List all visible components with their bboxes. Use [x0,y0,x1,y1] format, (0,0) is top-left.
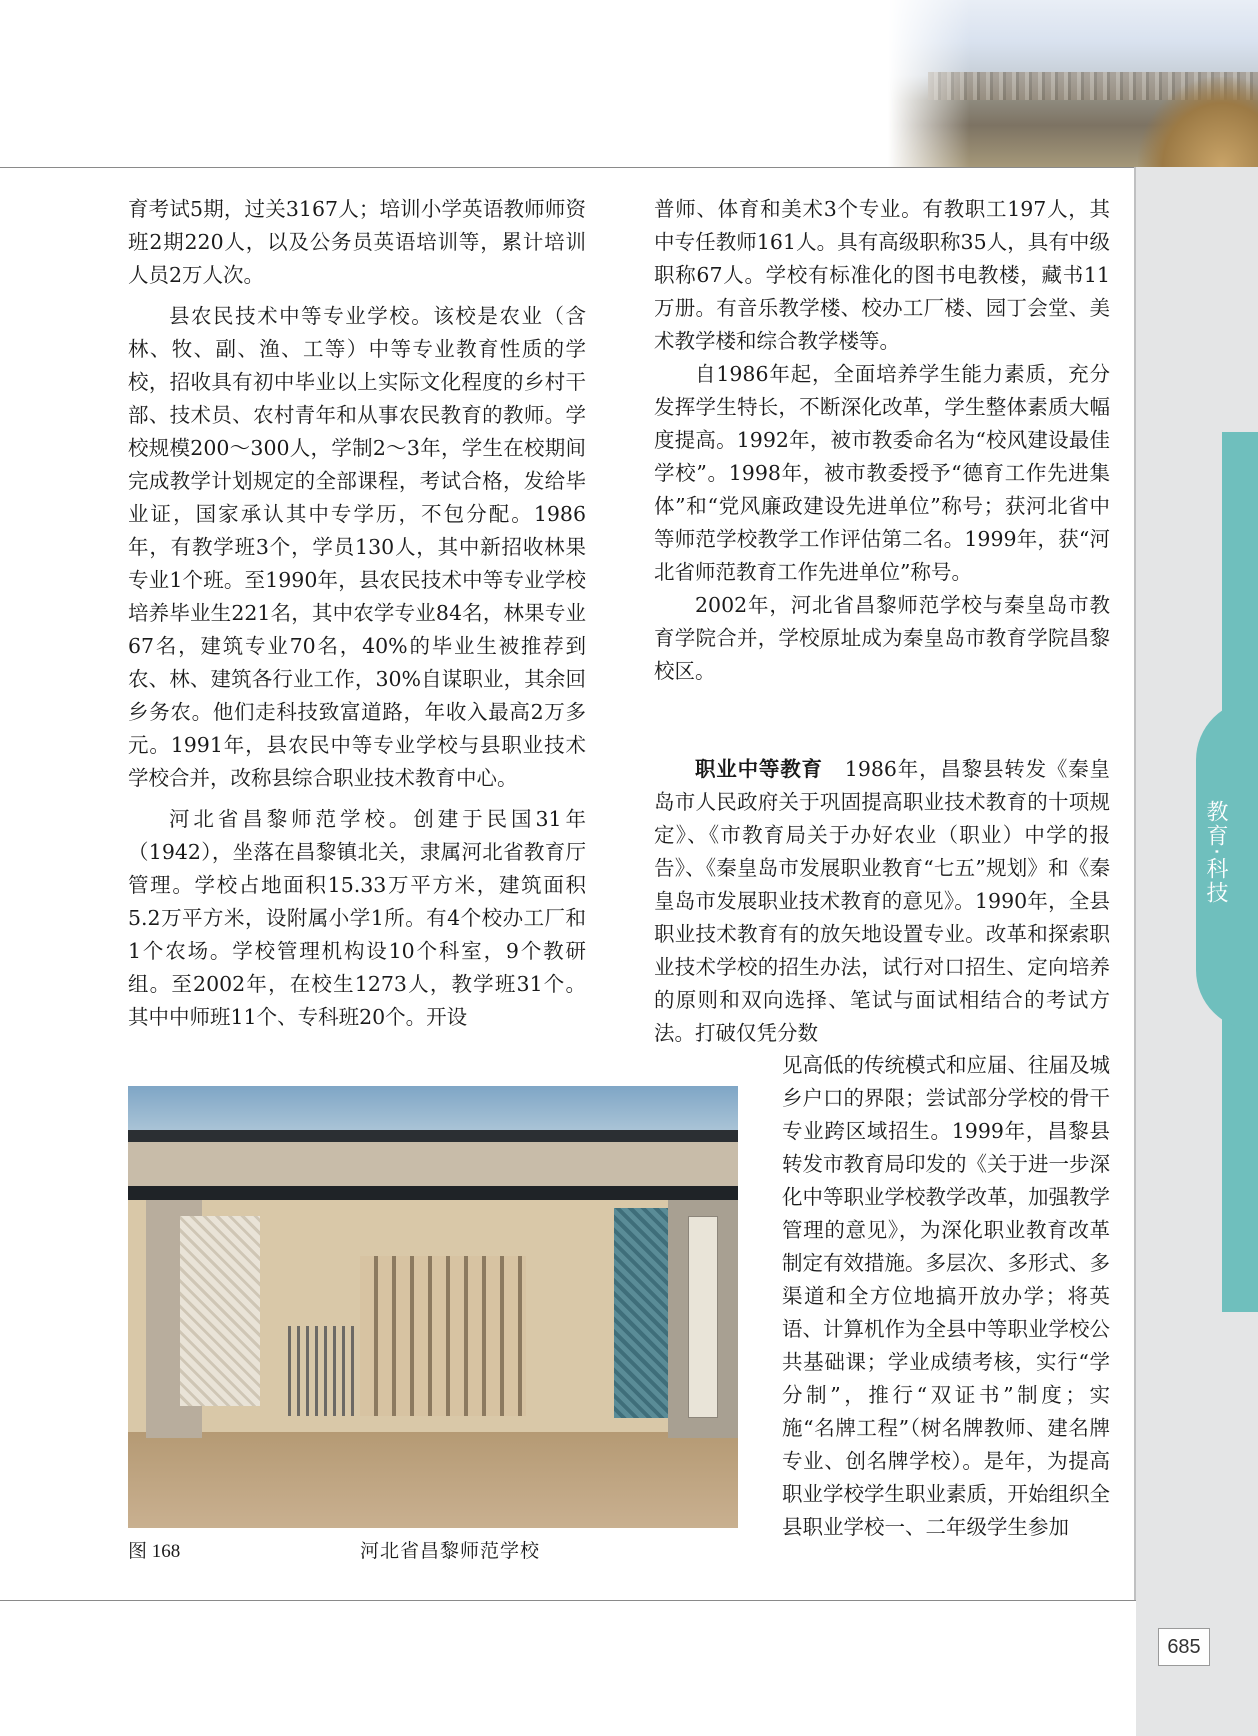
photo-iron-gate [288,1326,358,1416]
right-paragraph-4 [654,753,1110,1050]
right-column-section [654,753,1110,1050]
page-number: 685 [1158,1628,1210,1666]
left-paragraph-2: 县农民技术中等专业学校。该校是农业（含林、牧、副、渔、工等）中等专业教育性质的学校，招收具有初中毕业以上实际文化程度的乡村干部、技术员、农村青年和从事农民教育的教师。学校规模200～300人，学制2～3年，学生在校期间完成教学计划规定的全部课程，考试合格，发给毕业证，国家承认其中专学历，不包分配。1986年，有教学班3个，学员130人，其中新招收林果专业1个班。至1990年，县农民技术中等专业学校培养毕业生221名，其中农学专业84名，林果专业67名，建筑专业70名，40%的毕业生被推荐到农、林、建筑各行业工作，30%自谋职业，其余回乡务农。他们走科技致富道路，年收入最高2万多元。1991年，县农民中等专业学校与县职业技术学校合并，改称县综合职业技术教育中心。 [128,304,586,790]
photo-gate-canopy [128,1130,738,1200]
header-band [0,0,1258,167]
left-column [128,193,586,1034]
top-rule [0,167,1136,168]
school-gate-photo [128,1086,738,1528]
figure-number: 图 168 [128,1541,181,1562]
right-column [654,193,1110,688]
right-paragraph-2: 自1986年起，全面培养学生能力素质，充分发挥学生特长，不断深化改革，学生整体素质大幅度提高。1992年，被市教委命名为“校风建设最佳学校”。1998年，被市教委授予“德育工作先进集体”和“党风廉政建设先进单位”称号；获河北省中等师范学校教学工作评估第二名。1999年，获“河北省师范教育工作先进单位”称号。 [654,362,1110,584]
right-paragraph-4-continued: 见高低的传统模式和应届、往届及城乡户口的界限；尝试部分学校的骨干专业跨区域招生。1999年，昌黎县转发市教育局印发的《关于进一步深化中等职业学校教学改革，加强教学管理的意见》，为深化职业教育改革制定有效措施。多层次、多形式、多渠道和全方位地搞开放办学；将英语、计算机作为全县中等职业学校公共基础课；学业成绩考核，实行“学分制”，推行“双证书”制度；实施“名牌工程”（树名牌教师、建名牌专业、创名牌学校）。是年，为提高职业学校学生职业素质，开始组织全县职业学校一、二年级学生参加 [782,1053,1110,1539]
photo-building [360,1256,526,1416]
side-section-label: 教育·科技 [1203,800,1228,905]
bottom-rule [0,1600,1136,1601]
left-paragraph-1: 育考试5期，过关3167人；培训小学英语教师师资班2期220人，以及公务员英语培训等，累计培训人员2万人次。 [128,197,586,287]
photo-right-lattice-screen [614,1208,670,1418]
photo-left-lattice-screen [180,1216,260,1406]
left-paragraph-3: 河北省昌黎师范学校。创建于民国31年（1942），坐落在昌黎镇北关，隶属河北省教育厅管理。学校占地面积15.33万平方米，建筑面积5.2万平方米，设附属小学1所。有4个校办工厂和1个农场。学校管理机构设10个科室，9个教研组。至2002年，在校生1273人，教学班31个。其中中师班11个、专科班20个。开设 [128,807,586,1029]
photo-ground [128,1432,738,1528]
header-hill [1138,77,1258,167]
figure-caption: 河北省昌黎师范学校 [360,1540,541,1562]
section-heading: 职业中等教育 [695,757,823,781]
column-divider-line [1134,167,1136,1600]
header-landscape-photo [888,0,1258,167]
photo-sky [128,1086,738,1130]
section-text: 1986年，昌黎县转发《秦皇岛市人民政府关于巩固提高职业技术教育的十项规定》、《市教育局关于办好农业（职业）中学的报告》、《秦皇岛市发展职业教育“七五”规划》和《秦皇岛市发展职业技术教育的意见》。1990年，全县职业技术教育有的放矢地设置专业。改革和探索职业技术学校的招生办法，试行对口招生、定向培养的原则和双向选择、笔试与面试相结合的考试方法。打破仅凭分数 [654,757,1111,1045]
photo-school-sign [688,1216,718,1418]
right-paragraph-1: 普师、体育和美术3个专业。有教职工197人，其中专任教师161人。具有高级职称35人，具有中级职称67人。学校有标准化的图书电教楼，藏书11万册。有音乐教学楼、校办工厂楼、园丁会堂、美术教学楼和综合教学楼等。 [654,197,1110,353]
right-column-wrap [782,1049,1110,1544]
right-paragraph-3: 2002年，河北省昌黎师范学校与秦皇岛市教育学院合并，学校原址成为秦皇岛市教育学院昌黎校区。 [654,593,1110,683]
